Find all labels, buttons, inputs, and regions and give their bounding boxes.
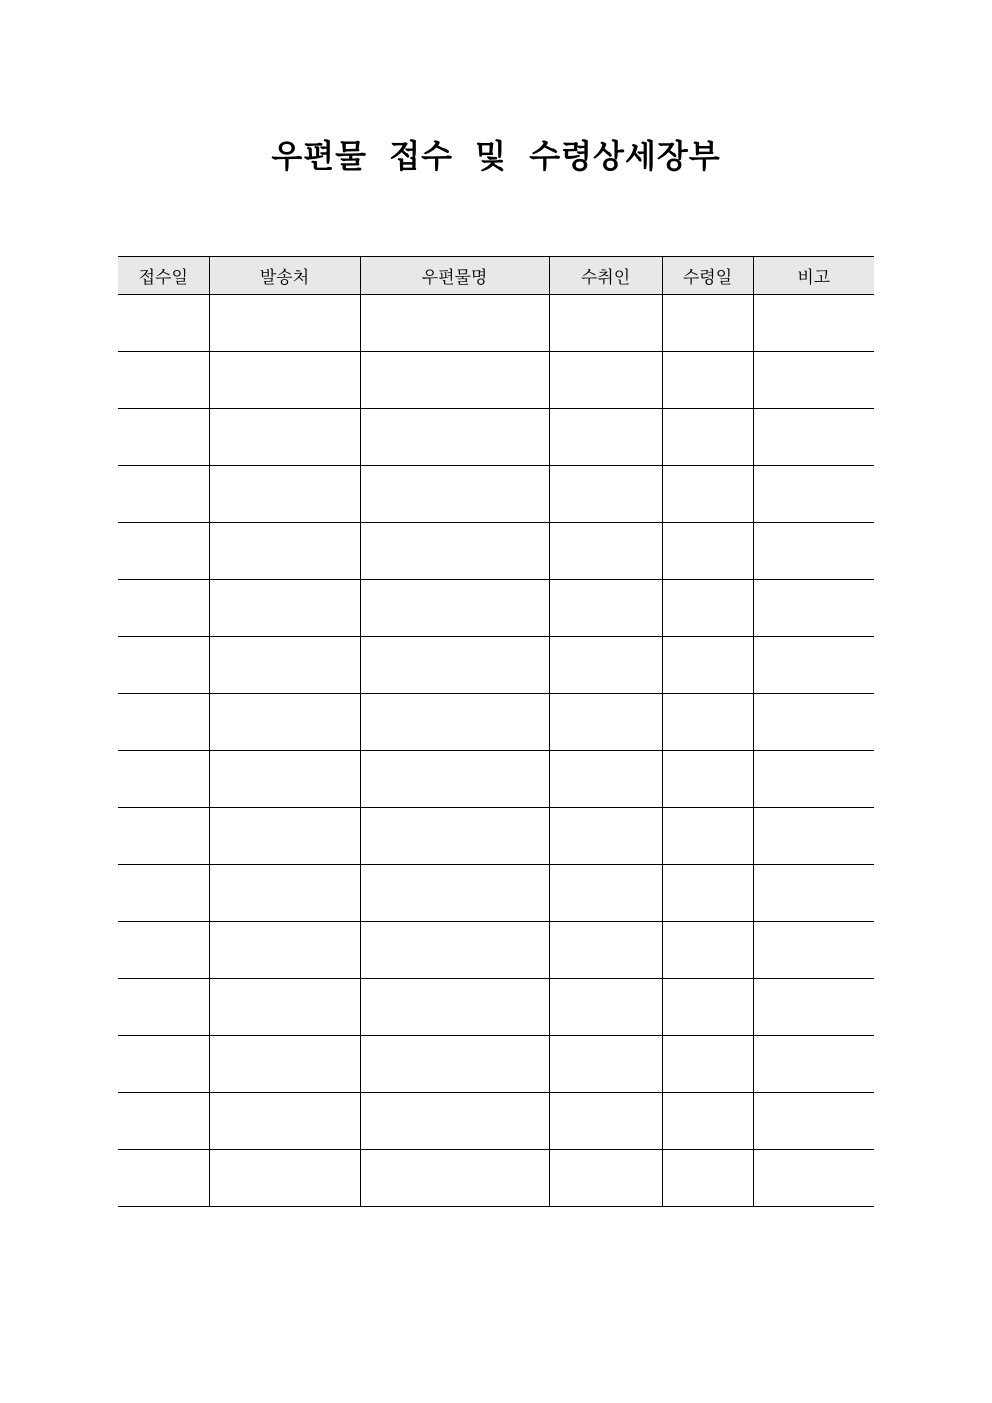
header-pickup-date: 수령일: [662, 257, 753, 295]
cell-pickup-date[interactable]: [662, 523, 753, 580]
cell-sender[interactable]: [209, 751, 360, 808]
cell-pickup-date[interactable]: [662, 580, 753, 637]
cell-mail-item[interactable]: [360, 1093, 549, 1150]
cell-recipient[interactable]: [549, 523, 662, 580]
cell-mail-item[interactable]: [360, 580, 549, 637]
cell-remarks[interactable]: [753, 1036, 874, 1093]
cell-pickup-date[interactable]: [662, 466, 753, 523]
cell-sender[interactable]: [209, 637, 360, 694]
cell-sender[interactable]: [209, 466, 360, 523]
cell-mail-item[interactable]: [360, 1150, 549, 1207]
cell-sender[interactable]: [209, 1150, 360, 1207]
cell-mail-item[interactable]: [360, 409, 549, 466]
table-row: [118, 352, 874, 409]
cell-sender[interactable]: [209, 580, 360, 637]
cell-remarks[interactable]: [753, 352, 874, 409]
cell-received-date[interactable]: [118, 295, 209, 352]
cell-recipient[interactable]: [549, 808, 662, 865]
table-row: [118, 751, 874, 808]
table-row: [118, 922, 874, 979]
table-row: [118, 1093, 874, 1150]
cell-recipient[interactable]: [549, 466, 662, 523]
cell-recipient[interactable]: [549, 1036, 662, 1093]
cell-received-date[interactable]: [118, 466, 209, 523]
cell-mail-item[interactable]: [360, 352, 549, 409]
table-row: [118, 295, 874, 352]
cell-sender[interactable]: [209, 865, 360, 922]
cell-received-date[interactable]: [118, 580, 209, 637]
cell-sender[interactable]: [209, 352, 360, 409]
table-row: [118, 637, 874, 694]
cell-remarks[interactable]: [753, 979, 874, 1036]
cell-recipient[interactable]: [549, 1093, 662, 1150]
cell-received-date[interactable]: [118, 694, 209, 751]
table-row: [118, 808, 874, 865]
cell-pickup-date[interactable]: [662, 295, 753, 352]
cell-recipient[interactable]: [549, 922, 662, 979]
cell-recipient[interactable]: [549, 295, 662, 352]
cell-recipient[interactable]: [549, 751, 662, 808]
mail-ledger-table: [118, 256, 874, 1207]
cell-pickup-date[interactable]: [662, 1150, 753, 1207]
cell-received-date[interactable]: [118, 1093, 209, 1150]
cell-remarks[interactable]: [753, 922, 874, 979]
cell-sender[interactable]: [209, 409, 360, 466]
cell-pickup-date[interactable]: [662, 694, 753, 751]
cell-received-date[interactable]: [118, 1150, 209, 1207]
cell-mail-item[interactable]: [360, 637, 549, 694]
cell-pickup-date[interactable]: [662, 865, 753, 922]
cell-remarks[interactable]: [753, 808, 874, 865]
header-recipient: 수취인: [549, 257, 662, 295]
cell-recipient[interactable]: [549, 352, 662, 409]
header-sender: 발송처: [209, 257, 360, 295]
cell-sender[interactable]: [209, 523, 360, 580]
cell-remarks[interactable]: [753, 1093, 874, 1150]
cell-pickup-date[interactable]: [662, 922, 753, 979]
cell-received-date[interactable]: [118, 922, 209, 979]
cell-received-date[interactable]: [118, 409, 209, 466]
cell-received-date[interactable]: [118, 352, 209, 409]
header-received-date: 접수일: [118, 257, 209, 295]
cell-pickup-date[interactable]: [662, 352, 753, 409]
cell-recipient[interactable]: [549, 637, 662, 694]
cell-sender[interactable]: [209, 1036, 360, 1093]
cell-pickup-date[interactable]: [662, 751, 753, 808]
cell-sender[interactable]: [209, 694, 360, 751]
cell-remarks[interactable]: [753, 295, 874, 352]
cell-recipient[interactable]: [549, 979, 662, 1036]
cell-mail-item[interactable]: [360, 694, 549, 751]
table-row: [118, 979, 874, 1036]
cell-remarks[interactable]: [753, 466, 874, 523]
cell-recipient[interactable]: [549, 694, 662, 751]
table-row: [118, 694, 874, 751]
cell-remarks[interactable]: [753, 523, 874, 580]
cell-sender[interactable]: [209, 808, 360, 865]
cell-sender[interactable]: [209, 1093, 360, 1150]
header-mail-item: 우편물명: [360, 257, 549, 295]
cell-sender[interactable]: [209, 922, 360, 979]
cell-pickup-date[interactable]: [662, 409, 753, 466]
cell-received-date[interactable]: [118, 1036, 209, 1093]
cell-remarks[interactable]: [753, 637, 874, 694]
cell-received-date[interactable]: [118, 751, 209, 808]
cell-pickup-date[interactable]: [662, 979, 753, 1036]
table-row: [118, 409, 874, 466]
table-row: [118, 580, 874, 637]
cell-remarks[interactable]: [753, 580, 874, 637]
table-row: [118, 466, 874, 523]
cell-pickup-date[interactable]: [662, 1093, 753, 1150]
cell-received-date[interactable]: [118, 523, 209, 580]
table-row: [118, 1036, 874, 1093]
cell-mail-item[interactable]: [360, 865, 549, 922]
cell-mail-item[interactable]: [360, 466, 549, 523]
page-title: 우편물 접수 및 수령상세장부: [271, 137, 721, 175]
cell-received-date[interactable]: [118, 808, 209, 865]
cell-remarks[interactable]: [753, 694, 874, 751]
cell-mail-item[interactable]: [360, 808, 549, 865]
cell-received-date[interactable]: [118, 637, 209, 694]
cell-remarks[interactable]: [753, 751, 874, 808]
cell-mail-item[interactable]: [360, 922, 549, 979]
table-row: [118, 865, 874, 922]
table-row: [118, 1150, 874, 1207]
cell-mail-item[interactable]: [360, 751, 549, 808]
table-row: [118, 523, 874, 580]
table-header-row: [118, 257, 874, 295]
cell-received-date[interactable]: [118, 865, 209, 922]
cell-mail-item[interactable]: [360, 523, 549, 580]
cell-recipient[interactable]: [549, 409, 662, 466]
cell-mail-item[interactable]: [360, 1036, 549, 1093]
cell-remarks[interactable]: [753, 865, 874, 922]
cell-mail-item[interactable]: [360, 979, 549, 1036]
cell-sender[interactable]: [209, 295, 360, 352]
cell-remarks[interactable]: [753, 1150, 874, 1207]
cell-received-date[interactable]: [118, 979, 209, 1036]
header-remarks: 비고: [753, 257, 874, 295]
cell-pickup-date[interactable]: [662, 808, 753, 865]
cell-recipient[interactable]: [549, 865, 662, 922]
table-body: [118, 295, 874, 1207]
cell-mail-item[interactable]: [360, 295, 549, 352]
cell-recipient[interactable]: [549, 580, 662, 637]
cell-sender[interactable]: [209, 979, 360, 1036]
cell-recipient[interactable]: [549, 1150, 662, 1207]
cell-pickup-date[interactable]: [662, 637, 753, 694]
cell-pickup-date[interactable]: [662, 1036, 753, 1093]
cell-remarks[interactable]: [753, 409, 874, 466]
